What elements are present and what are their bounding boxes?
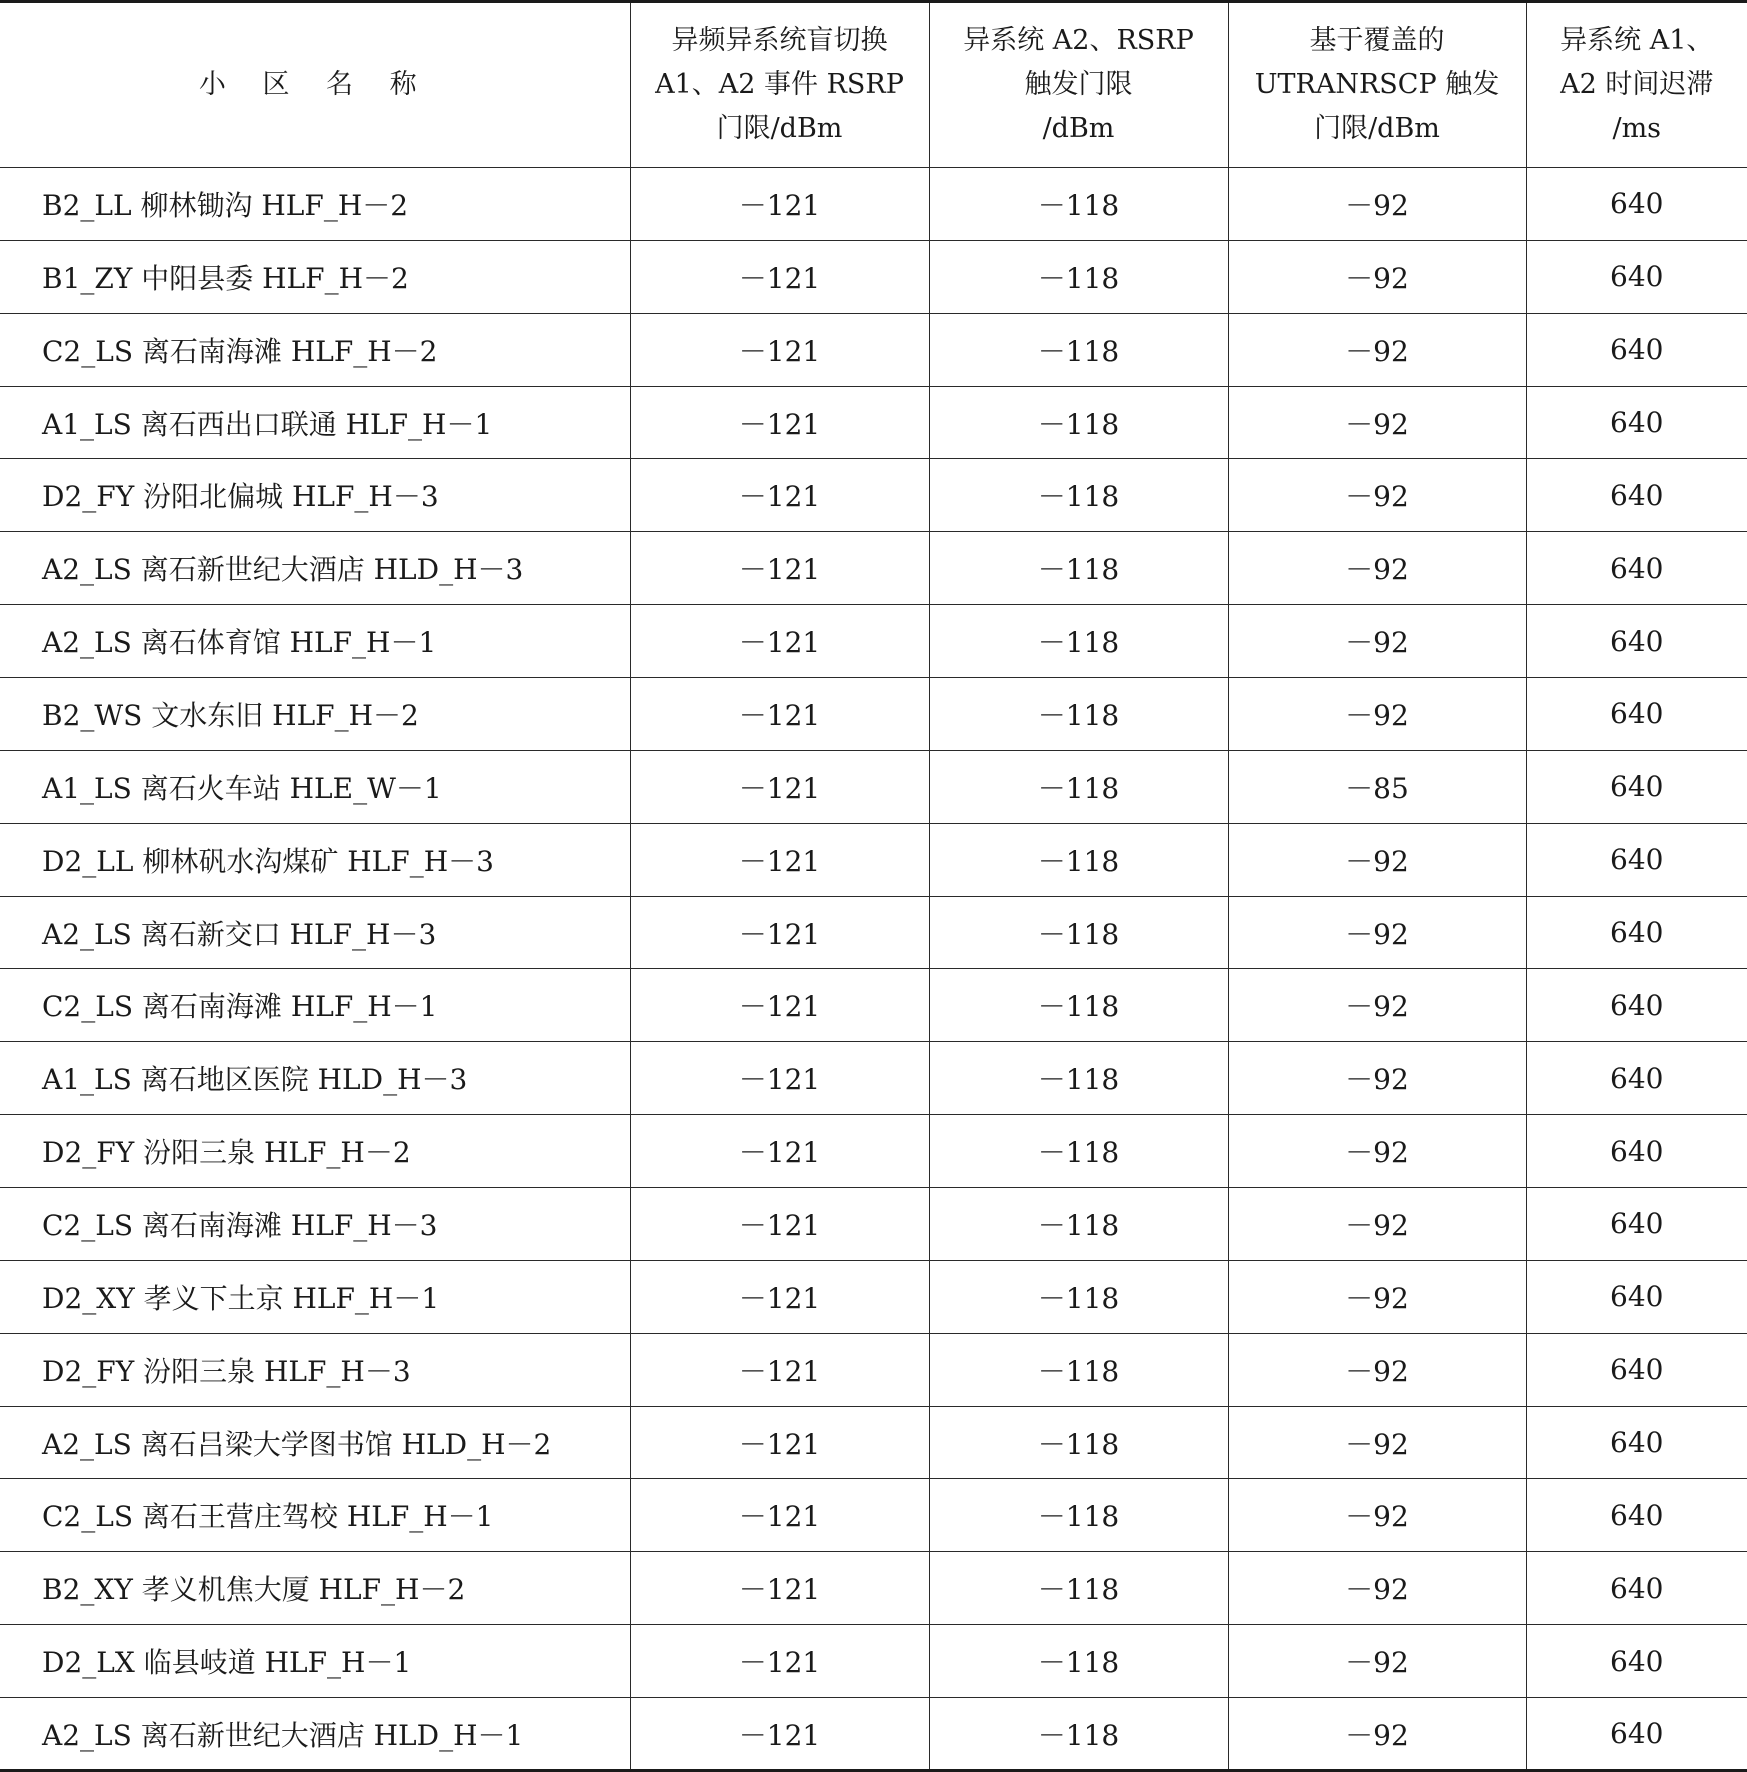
time-to-trigger-cell: 640: [1526, 1042, 1747, 1115]
a2-rsrp-threshold-cell: －118: [929, 240, 1228, 313]
table-row: [0, 1042, 1747, 1115]
time-to-trigger-cell: 640: [1526, 1333, 1747, 1406]
utran-rscp-threshold-cell: －92: [1228, 532, 1526, 605]
table-row: [0, 1188, 1747, 1261]
table-body: [0, 168, 1747, 1771]
blind-handover-threshold-cell: －121: [630, 1260, 929, 1333]
cell-name-cell: A2_LS 离石新交口 HLF_H－3: [0, 896, 630, 969]
blind-handover-threshold-cell: －121: [630, 168, 929, 241]
a2-rsrp-threshold-cell: －118: [929, 1188, 1228, 1261]
time-to-trigger-cell: 640: [1526, 1479, 1747, 1552]
table-row: [0, 1479, 1747, 1552]
utran-rscp-threshold-cell: －92: [1228, 1625, 1526, 1698]
utran-rscp-threshold-cell: －92: [1228, 1552, 1526, 1625]
utran-rscp-threshold-cell: －92: [1228, 313, 1526, 386]
cell-name-cell: D2_LL 柳林矾水沟煤矿 HLF_H－3: [0, 823, 630, 896]
cell-name-cell: C2_LS 离石王营庄驾校 HLF_H－1: [0, 1479, 630, 1552]
cell-name-cell: D2_XY 孝义下土京 HLF_H－1: [0, 1260, 630, 1333]
table-row: [0, 969, 1747, 1042]
table-row: [0, 240, 1747, 313]
utran-rscp-threshold-cell: －92: [1228, 1698, 1526, 1771]
a2-rsrp-threshold-cell: －118: [929, 750, 1228, 823]
a2-rsrp-threshold-cell: －118: [929, 1406, 1228, 1479]
blind-handover-threshold-cell: －121: [630, 1552, 929, 1625]
blind-handover-threshold-cell: －121: [630, 1698, 929, 1771]
blind-handover-threshold-cell: －121: [630, 605, 929, 678]
cell-name-cell: B1_ZY 中阳县委 HLF_H－2: [0, 240, 630, 313]
utran-rscp-threshold-cell: －92: [1228, 823, 1526, 896]
a2-rsrp-threshold-cell: －118: [929, 313, 1228, 386]
table-row: [0, 313, 1747, 386]
time-to-trigger-cell: 640: [1526, 1406, 1747, 1479]
cell-name-cell: D2_FY 汾阳北偏城 HLF_H－3: [0, 459, 630, 532]
blind-handover-threshold-cell: －121: [630, 386, 929, 459]
utran-rscp-threshold-cell: －92: [1228, 678, 1526, 751]
time-to-trigger-cell: 640: [1526, 532, 1747, 605]
blind-handover-threshold-cell: －121: [630, 1479, 929, 1552]
utran-rscp-threshold-cell: －92: [1228, 1406, 1526, 1479]
time-to-trigger-cell: 640: [1526, 313, 1747, 386]
table-row: [0, 750, 1747, 823]
cell-name-cell: D2_FY 汾阳三泉 HLF_H－3: [0, 1333, 630, 1406]
time-to-trigger-cell: 640: [1526, 459, 1747, 532]
table-row: [0, 532, 1747, 605]
blind-handover-threshold-cell: －121: [630, 240, 929, 313]
utran-rscp-threshold-cell: －92: [1228, 896, 1526, 969]
cell-name-cell: A2_LS 离石新世纪大酒店 HLD_H－1: [0, 1698, 630, 1771]
table-row: [0, 1115, 1747, 1188]
cell-name-cell: C2_LS 离石南海滩 HLF_H－2: [0, 313, 630, 386]
utran-rscp-threshold-cell: －92: [1228, 1479, 1526, 1552]
header-cell-blind-handover-threshold: 异频异系统盲切换 A1、A2 事件 RSRP 门限/dBm: [630, 2, 929, 168]
cell-name-cell: A1_LS 离石西出口联通 HLF_H－1: [0, 386, 630, 459]
a2-rsrp-threshold-cell: －118: [929, 969, 1228, 1042]
time-to-trigger-cell: 640: [1526, 1552, 1747, 1625]
header-cell-utran-rscp-threshold: 基于覆盖的 UTRANRSCP 触发 门限/dBm: [1228, 2, 1526, 168]
table-row: [0, 896, 1747, 969]
cell-name-cell: B2_LL 柳林锄沟 HLF_H－2: [0, 168, 630, 241]
utran-rscp-threshold-cell: －92: [1228, 969, 1526, 1042]
table-row: [0, 386, 1747, 459]
utran-rscp-threshold-cell: －92: [1228, 1042, 1526, 1115]
time-to-trigger-cell: 640: [1526, 1188, 1747, 1261]
time-to-trigger-cell: 640: [1526, 1625, 1747, 1698]
table-row: [0, 678, 1747, 751]
table-row: [0, 459, 1747, 532]
cell-name-cell: C2_LS 离石南海滩 HLF_H－1: [0, 969, 630, 1042]
time-to-trigger-cell: 640: [1526, 969, 1747, 1042]
table-row: [0, 823, 1747, 896]
blind-handover-threshold-cell: －121: [630, 1042, 929, 1115]
blind-handover-threshold-cell: －121: [630, 313, 929, 386]
a2-rsrp-threshold-cell: －118: [929, 1260, 1228, 1333]
blind-handover-threshold-cell: －121: [630, 1625, 929, 1698]
blind-handover-threshold-cell: －121: [630, 1406, 929, 1479]
utran-rscp-threshold-cell: －92: [1228, 240, 1526, 313]
a2-rsrp-threshold-cell: －118: [929, 1552, 1228, 1625]
time-to-trigger-cell: 640: [1526, 896, 1747, 969]
cell-name-cell: A2_LS 离石吕梁大学图书馆 HLD_H－2: [0, 1406, 630, 1479]
cell-name-cell: A1_LS 离石火车站 HLE_W－1: [0, 750, 630, 823]
blind-handover-threshold-cell: －121: [630, 678, 929, 751]
time-to-trigger-cell: 640: [1526, 1115, 1747, 1188]
blind-handover-threshold-cell: －121: [630, 750, 929, 823]
table-header: [0, 2, 1747, 168]
table-row: [0, 1552, 1747, 1625]
header-cell-name: 小 区 名 称: [0, 2, 630, 168]
table-row: [0, 1625, 1747, 1698]
header-cell-time-to-trigger: 异系统 A1、 A2 时间迟滞 /ms: [1526, 2, 1747, 168]
cell-name-cell: B2_XY 孝义机焦大厦 HLF_H－2: [0, 1552, 630, 1625]
utran-rscp-threshold-cell: －92: [1228, 1333, 1526, 1406]
blind-handover-threshold-cell: －121: [630, 1188, 929, 1261]
time-to-trigger-cell: 640: [1526, 386, 1747, 459]
table-row: [0, 1260, 1747, 1333]
a2-rsrp-threshold-cell: －118: [929, 1479, 1228, 1552]
table-row: [0, 605, 1747, 678]
cell-name-cell: D2_FY 汾阳三泉 HLF_H－2: [0, 1115, 630, 1188]
a2-rsrp-threshold-cell: －118: [929, 678, 1228, 751]
cell-name-cell: D2_LX 临县岐道 HLF_H－1: [0, 1625, 630, 1698]
a2-rsrp-threshold-cell: －118: [929, 605, 1228, 678]
a2-rsrp-threshold-cell: －118: [929, 1042, 1228, 1115]
utran-rscp-threshold-cell: －92: [1228, 168, 1526, 241]
a2-rsrp-threshold-cell: －118: [929, 1625, 1228, 1698]
cell-name-cell: A1_LS 离石地区医院 HLD_H－3: [0, 1042, 630, 1115]
utran-rscp-threshold-cell: －85: [1228, 750, 1526, 823]
a2-rsrp-threshold-cell: －118: [929, 1698, 1228, 1771]
time-to-trigger-cell: 640: [1526, 823, 1747, 896]
time-to-trigger-cell: 640: [1526, 240, 1747, 313]
table-row: [0, 1406, 1747, 1479]
blind-handover-threshold-cell: －121: [630, 823, 929, 896]
table-row: [0, 168, 1747, 241]
a2-rsrp-threshold-cell: －118: [929, 1115, 1228, 1188]
time-to-trigger-cell: 640: [1526, 750, 1747, 823]
time-to-trigger-cell: 640: [1526, 1260, 1747, 1333]
blind-handover-threshold-cell: －121: [630, 459, 929, 532]
utran-rscp-threshold-cell: －92: [1228, 1260, 1526, 1333]
blind-handover-threshold-cell: －121: [630, 969, 929, 1042]
utran-rscp-threshold-cell: －92: [1228, 459, 1526, 532]
table-row: [0, 1333, 1747, 1406]
time-to-trigger-cell: 640: [1526, 605, 1747, 678]
a2-rsrp-threshold-cell: －118: [929, 823, 1228, 896]
header-row: [0, 2, 1747, 168]
utran-rscp-threshold-cell: －92: [1228, 386, 1526, 459]
a2-rsrp-threshold-cell: －118: [929, 168, 1228, 241]
blind-handover-threshold-cell: －121: [630, 1333, 929, 1406]
time-to-trigger-cell: 640: [1526, 1698, 1747, 1771]
a2-rsrp-threshold-cell: －118: [929, 459, 1228, 532]
cell-name-cell: A2_LS 离石新世纪大酒店 HLD_H－3: [0, 532, 630, 605]
blind-handover-threshold-cell: －121: [630, 896, 929, 969]
utran-rscp-threshold-cell: －92: [1228, 1115, 1526, 1188]
blind-handover-threshold-cell: －121: [630, 1115, 929, 1188]
a2-rsrp-threshold-cell: －118: [929, 532, 1228, 605]
blind-handover-threshold-cell: －121: [630, 532, 929, 605]
utran-rscp-threshold-cell: －92: [1228, 605, 1526, 678]
cell-name-cell: B2_WS 文水东旧 HLF_H－2: [0, 678, 630, 751]
cell-name-cell: C2_LS 离石南海滩 HLF_H－3: [0, 1188, 630, 1261]
table-row: [0, 1698, 1747, 1771]
cell-name-cell: A2_LS 离石体育馆 HLF_H－1: [0, 605, 630, 678]
a2-rsrp-threshold-cell: －118: [929, 386, 1228, 459]
time-to-trigger-cell: 640: [1526, 168, 1747, 241]
header-cell-a2-rsrp-threshold: 异系统 A2、RSRP 触发门限 /dBm: [929, 2, 1228, 168]
a2-rsrp-threshold-cell: －118: [929, 1333, 1228, 1406]
utran-rscp-threshold-cell: －92: [1228, 1188, 1526, 1261]
time-to-trigger-cell: 640: [1526, 678, 1747, 751]
a2-rsrp-threshold-cell: －118: [929, 896, 1228, 969]
